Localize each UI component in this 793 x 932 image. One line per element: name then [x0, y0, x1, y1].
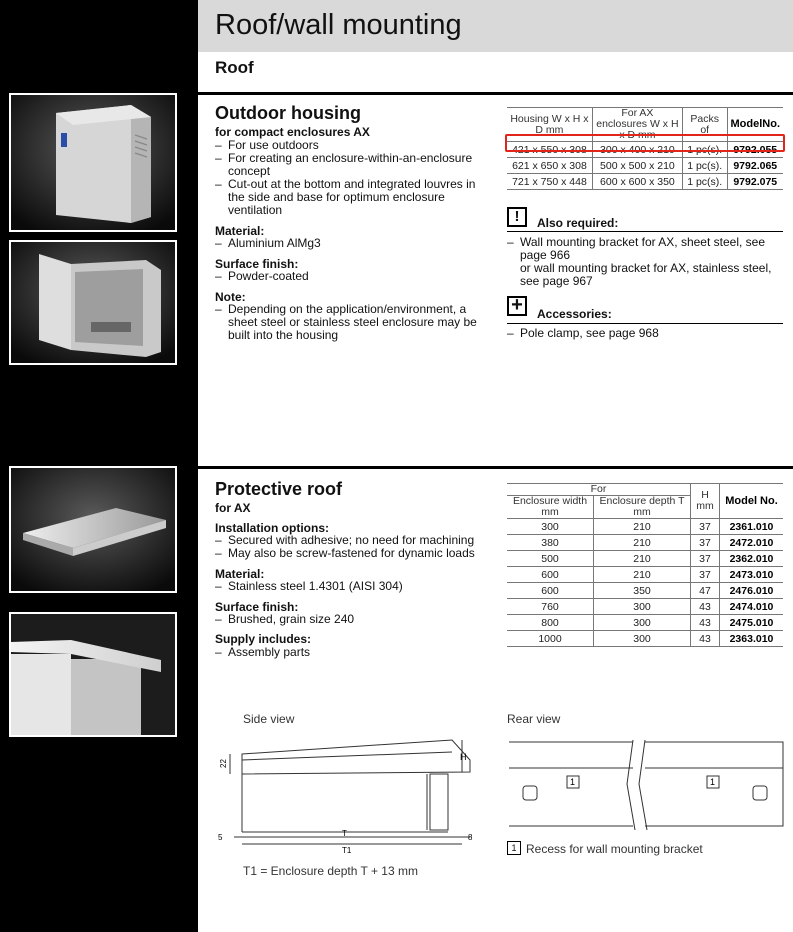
table-row: [507, 519, 783, 535]
col-header: Packs of: [682, 108, 727, 142]
cell: 210: [594, 519, 691, 535]
cell: 600: [507, 583, 594, 599]
cell: 37: [691, 551, 720, 567]
col-header: Model No.: [720, 484, 784, 519]
table-row: [507, 158, 783, 174]
col-header: Enclosure depth T mm: [594, 496, 691, 519]
table-row: [507, 583, 783, 599]
cell: 760: [507, 599, 594, 615]
page-title: Roof/wall mounting: [215, 9, 462, 41]
cell: 210: [594, 567, 691, 583]
cell: 47: [691, 583, 720, 599]
col-header: For AX enclosures W x H x D mm: [592, 108, 682, 142]
dim-22: 22: [219, 759, 228, 768]
roof-material-value: – Stainless steel 1.4301 (AISI 304): [215, 580, 403, 593]
callout-1: 1: [570, 777, 576, 787]
accessories-header: [507, 296, 783, 324]
model-number: 9792.065: [727, 158, 783, 174]
table-row: [507, 551, 783, 567]
cell: 350: [594, 583, 691, 599]
table-row: [507, 631, 783, 647]
cell: 43: [691, 599, 720, 615]
protective-roof-photo: [9, 466, 177, 593]
outdoor-housing-subtitle: for compact enclosures AX: [215, 125, 370, 139]
cell: 43: [691, 631, 720, 647]
material-value: – Aluminium AlMg3: [215, 237, 321, 250]
cell: 421 x 550 x 308: [507, 142, 592, 158]
section-subtitle: Roof: [215, 58, 254, 77]
finish-label: Surface finish:: [215, 257, 299, 271]
cell: 43: [691, 615, 720, 631]
model-number: 2475.010: [720, 615, 784, 631]
supply-label: Supply includes:: [215, 632, 312, 646]
table-row: [507, 174, 783, 190]
finish-value: – Powder-coated: [215, 270, 309, 283]
col-header: H mm: [691, 484, 720, 519]
cell: 1000: [507, 631, 594, 647]
protective-roof-title: Protective roof: [215, 479, 343, 499]
cell: 300: [594, 631, 691, 647]
side-view-drawing: [212, 732, 482, 862]
plus-icon: +: [507, 296, 527, 316]
cell: 37: [691, 567, 720, 583]
legend-callout-box: 1: [507, 841, 521, 855]
table-row: [507, 535, 783, 551]
model-number: 9792.055: [727, 142, 783, 158]
model-number: 2362.010: [720, 551, 784, 567]
cell: 500 x 500 x 210: [592, 158, 682, 174]
note-value: – Depending on the application/environment, a sheet steel or stainless steel enclosure may be built into the housing: [215, 303, 488, 342]
exclamation-icon: !: [507, 207, 527, 227]
cell: 600 x 600 x 350: [592, 174, 682, 190]
model-number: 9792.075: [727, 174, 783, 190]
material-label: Material:: [215, 224, 265, 238]
side-view-label: Side view: [243, 712, 295, 726]
col-header: Housing W x H x D mm: [507, 108, 592, 142]
model-number: 2473.010: [720, 567, 784, 583]
roof-material-label: Material:: [215, 567, 265, 581]
outdoor-housing-photo-open: [9, 240, 177, 365]
dim-t1: T1: [342, 846, 352, 855]
model-number: 2476.010: [720, 583, 784, 599]
table-row: [507, 567, 783, 583]
roof-finish-label: Surface finish:: [215, 600, 299, 614]
also-required-item: – Wall mounting bracket for AX, sheet steel, see page 966: [507, 236, 790, 262]
legend-text: Recess for wall mounting bracket: [526, 842, 703, 856]
model-number: 2361.010: [720, 519, 784, 535]
cell: 210: [594, 535, 691, 551]
cell: 721 x 750 x 448: [507, 174, 592, 190]
col-header: ModelNo.: [727, 108, 783, 142]
outdoor-housing-title: Outdoor housing: [215, 103, 361, 123]
highlight-box: [505, 134, 785, 152]
cell: 210: [594, 551, 691, 567]
col-header: Enclosure width mm: [507, 496, 594, 519]
dim-t: T: [342, 829, 347, 838]
dim-h: H: [460, 752, 467, 762]
outdoor-bullet: – For creating an enclosure-within-an-enclosure concept: [215, 152, 498, 178]
model-number: 2474.010: [720, 599, 784, 615]
supply-value: – Assembly parts: [215, 646, 310, 659]
rear-view-drawing: [505, 738, 787, 833]
cell: 300: [594, 615, 691, 631]
for-header: For: [507, 484, 691, 496]
t1-formula: T1 = Enclosure depth T + 13 mm: [243, 864, 418, 878]
also-required-header: [507, 207, 783, 232]
cell: 1 pc(s).: [682, 158, 727, 174]
install-item: – May also be screw-fastened for dynamic loads: [215, 547, 475, 560]
accessories-label: Accessories:: [537, 307, 612, 321]
dim-5: 5: [218, 833, 223, 842]
protective-roof-table: [507, 483, 783, 647]
cell: 1 pc(s).: [682, 174, 727, 190]
cell: 800: [507, 615, 594, 631]
outdoor-housing-photo-closed: [9, 93, 177, 232]
cell: 300: [507, 519, 594, 535]
install-label: Installation options:: [215, 521, 329, 535]
cell: 300: [594, 599, 691, 615]
dim-8: 8: [468, 833, 473, 842]
cell: 500: [507, 551, 594, 567]
also-required-item: or wall mounting bracket for AX, stainless steel, see page 967: [520, 261, 772, 288]
section-divider-top: [198, 92, 793, 95]
section-divider-roof: [198, 466, 793, 469]
table-row: [507, 599, 783, 615]
cell: 600: [507, 567, 594, 583]
roof-mounted-photo: [9, 612, 177, 737]
note-label: Note:: [215, 290, 246, 304]
also-required-label: Also required:: [537, 216, 619, 230]
cell: 37: [691, 519, 720, 535]
protective-roof-subtitle: for AX: [215, 501, 251, 515]
callout-1: 1: [710, 777, 716, 787]
outdoor-bullet: – For use outdoors: [215, 139, 498, 152]
model-number: 2363.010: [720, 631, 784, 647]
model-number: 2472.010: [720, 535, 784, 551]
page-header: [198, 0, 793, 52]
outdoor-bullet: – Cut-out at the bottom and integrated louvres in the side and base for optimum enclosure ventilation: [215, 178, 490, 217]
install-item: – Secured with adhesive; no need for machining: [215, 534, 474, 547]
cell: 380: [507, 535, 594, 551]
cell: 37: [691, 535, 720, 551]
cell: 1 pc(s).: [682, 142, 727, 158]
cell: 621 x 650 x 308: [507, 158, 592, 174]
cell: 300 x 400 x 210: [592, 142, 682, 158]
rear-view-label: Rear view: [507, 712, 561, 726]
accessories-item: – Pole clamp, see page 968: [507, 327, 659, 340]
roof-finish-value: – Brushed, grain size 240: [215, 613, 354, 626]
table-row: [507, 615, 783, 631]
